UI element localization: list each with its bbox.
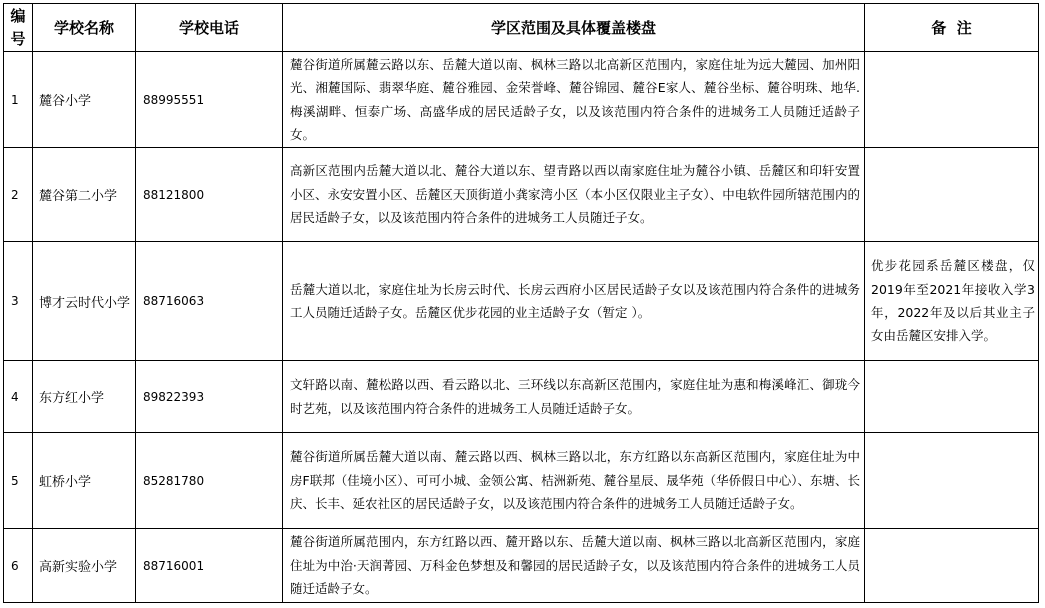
table-row — [4, 361, 1039, 433]
remark: 优步花园系岳麓区楼盘，仅2019年至2021年接收入学3年，2022年及以后其业主子女由岳麓区安排入学。 — [865, 242, 1039, 361]
row-number: 4 — [4, 361, 33, 433]
table-row — [4, 433, 1039, 529]
district-scope: 麓谷街道所属范围内，东方红路以西、麓开路以东、岳麓大道以南、枫林三路以北高新区范围内，家庭住址为中治·天润菁园、万科金色梦想及和馨园的居民适龄子女，以及该范围内符合条件的进城务工人员随迁适龄子女。 — [283, 529, 865, 603]
header-number-label: 编号 — [10, 6, 26, 48]
header-number — [4, 4, 33, 52]
remark — [865, 52, 1039, 148]
table-row — [4, 148, 1039, 242]
table-row — [4, 529, 1039, 603]
district-scope: 麓谷街道所属岳麓大道以南、麓云路以西、枫林三路以北，东方红路以东高新区范围内，家庭住址为中房F联邦（佳境小区）、可可小城、金领公寓、桔洲新苑、麓谷星辰、晟华苑（华侨假日中心）、东塘、长庆、长丰、延农社区的居民适龄子女，以及该范围内符合条件的进城务工人员随迁适龄子女。 — [283, 433, 865, 529]
school-phone: 88716001 — [136, 529, 283, 603]
district-scope: 麓谷街道所属麓云路以东、岳麓大道以南、枫林三路以北高新区范围内，家庭住址为远大麓园、加州阳光、湘麓国际、翡翠华庭、麓谷雅园、金荣誉峰、麓谷锦园、麓谷E家人、麓谷坐标、麓谷明珠、地华.梅溪湖畔、恒泰广场、高盛华成的居民适龄子女，以及该范围内符合条件的进城务工人员随迁适龄子女。 — [283, 52, 865, 148]
school-name: 麓谷小学 — [33, 52, 136, 148]
remark — [865, 433, 1039, 529]
school-district-table — [3, 3, 1039, 603]
remark — [865, 361, 1039, 433]
school-phone: 88995551 — [136, 52, 283, 148]
row-number: 6 — [4, 529, 33, 603]
school-name: 高新实验小学 — [33, 529, 136, 603]
school-phone: 88121800 — [136, 148, 283, 242]
school-phone: 89822393 — [136, 361, 283, 433]
header-school-phone: 学校电话 — [136, 4, 283, 52]
remark — [865, 148, 1039, 242]
remark — [865, 529, 1039, 603]
header-district-scope: 学区范围及具体覆盖楼盘 — [283, 4, 865, 52]
table-row — [4, 52, 1039, 148]
row-number: 3 — [4, 242, 33, 361]
school-name: 博才云时代小学 — [33, 242, 136, 361]
table-row — [4, 242, 1039, 361]
school-phone: 85281780 — [136, 433, 283, 529]
header-school-name: 学校名称 — [33, 4, 136, 52]
row-number: 1 — [4, 52, 33, 148]
school-phone: 88716063 — [136, 242, 283, 361]
school-name: 麓谷第二小学 — [33, 148, 136, 242]
district-scope: 文轩路以南、麓松路以西、看云路以北、三环线以东高新区范围内，家庭住址为惠和梅溪峰汇、御珑今时艺苑，以及该范围内符合条件的进城务工人员随迁适龄子女。 — [283, 361, 865, 433]
district-scope: 高新区范围内岳麓大道以北、麓谷大道以东、望青路以西以南家庭住址为麓谷小镇、岳麓区和印轩安置小区、永安安置小区、岳麓区天顶街道小龚家湾小区（本小区仅限业主子女）、中电软件园所辖范围内的居民适龄子女，以及该范围内符合条件的进城务工人员随迁子女。 — [283, 148, 865, 242]
school-name: 东方红小学 — [33, 361, 136, 433]
header-remark: 备 注 — [865, 4, 1039, 52]
district-scope: 岳麓大道以北，家庭住址为长房云时代、长房云西府小区居民适龄子女以及该范围内符合条件的进城务工人员随迁适龄子女。岳麓区优步花园的业主适龄子女（暂定 ）。 — [283, 242, 865, 361]
row-number: 5 — [4, 433, 33, 529]
table-header-row — [4, 4, 1039, 52]
school-name: 虹桥小学 — [33, 433, 136, 529]
row-number: 2 — [4, 148, 33, 242]
